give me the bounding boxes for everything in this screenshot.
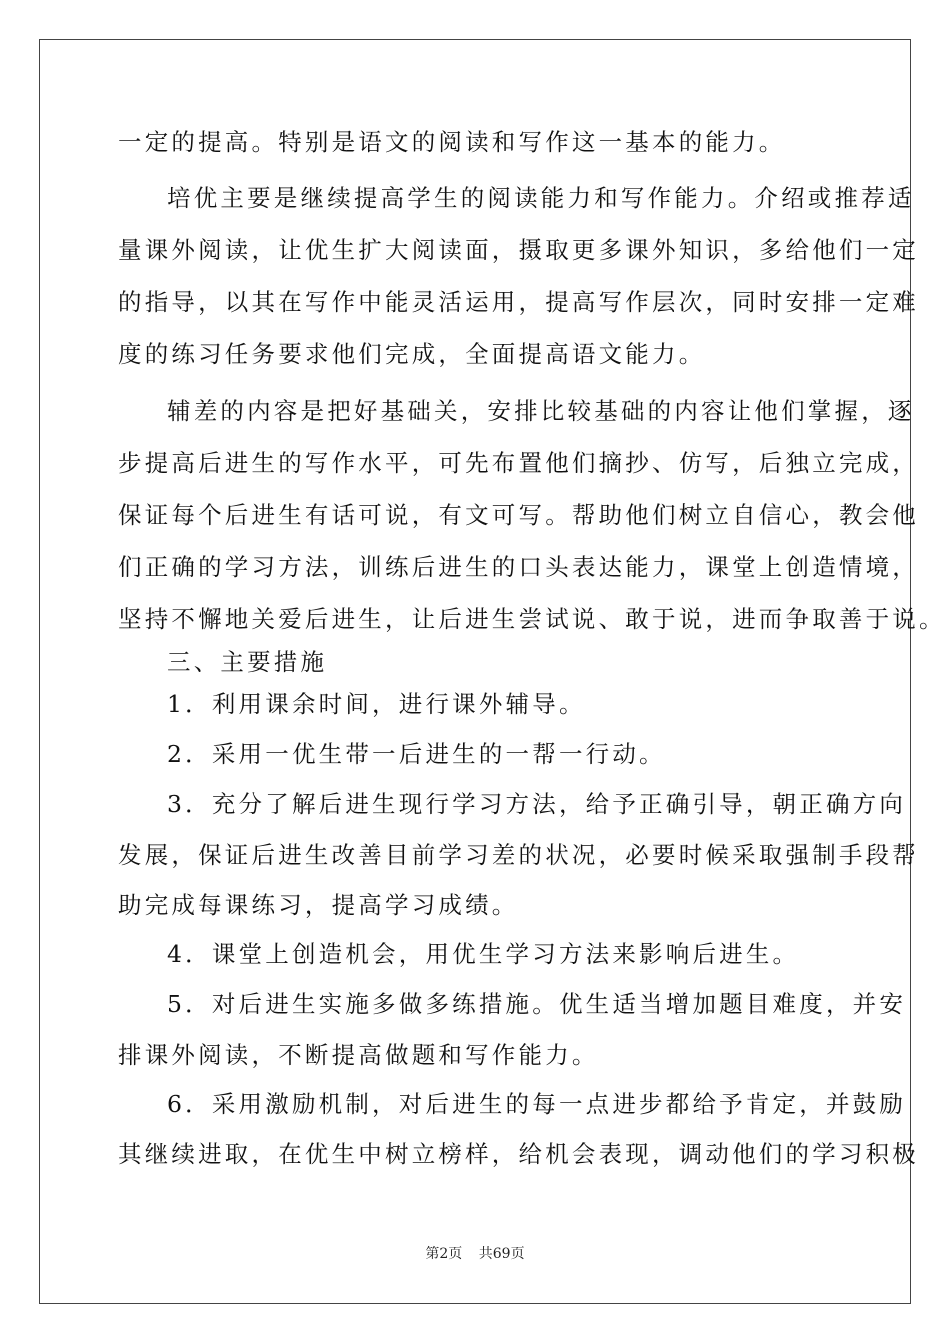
text-line: 们正确的学习方法，训练后进生的口头表达能力，课堂上创造情境， (118, 553, 919, 581)
text-line: 的指导，以其在写作中能灵活运用，提高写作层次，同时安排一定难 (118, 288, 919, 316)
text-line: 1．利用课余时间，进行课外辅导。 (167, 690, 586, 718)
text-line: 助完成每课练习，提高学习成绩。 (118, 891, 519, 919)
page-footer (0, 1243, 950, 1263)
text-line: 辅差的内容是把好基础关，安排比较基础的内容让他们掌握，逐 (167, 397, 915, 425)
text-line: 排课外阅读，不断提高做题和写作能力。 (118, 1041, 599, 1069)
text-line: 坚持不懈地关爱后进生，让后进生尝试说、敢于说，进而争取善于说。 (118, 605, 946, 633)
text-line: 3．充分了解后进生现行学习方法，给予正确引导，朝正确方向 (167, 790, 907, 818)
text-line: 4．课堂上创造机会，用优生学习方法来影响后进生。 (167, 940, 800, 968)
text-line: 步提高后进生的写作水平，可先布置他们摘抄、仿写，后独立完成， (118, 449, 919, 477)
text-line: 6．采用激励机制，对后进生的每一点进步都给予肯定，并鼓励 (167, 1090, 907, 1118)
text-line: 其继续进取，在优生中树立榜样，给机会表现，调动他们的学习积极 (118, 1140, 919, 1168)
text-line: 2．采用一优生带一后进生的一帮一行动。 (167, 740, 666, 768)
text-line: 保证每个后进生有话可说，有文可写。帮助他们树立自信心，教会他 (118, 501, 919, 529)
text-line: 发展，保证后进生改善目前学习差的状况，必要时候采取强制手段帮 (118, 841, 919, 869)
text-line: 一定的提高。特别是语文的阅读和写作这一基本的能力。 (118, 128, 786, 156)
text-line: 培优主要是继续提高学生的阅读能力和写作能力。介绍或推荐适 (167, 184, 915, 212)
total-pages-label: 共69页 (478, 1246, 525, 1262)
text-line: 5．对后进生实施多做多练措施。优生适当增加题目难度，并安 (167, 990, 907, 1018)
text-line: 量课外阅读，让优生扩大阅读面，摄取更多课外知识，多给他们一定 (118, 236, 919, 264)
text-line: 度的练习任务要求他们完成，全面提高语文能力。 (118, 340, 706, 368)
current-page-label: 第2页 (425, 1246, 463, 1262)
text-line: 三、主要措施 (167, 648, 328, 676)
